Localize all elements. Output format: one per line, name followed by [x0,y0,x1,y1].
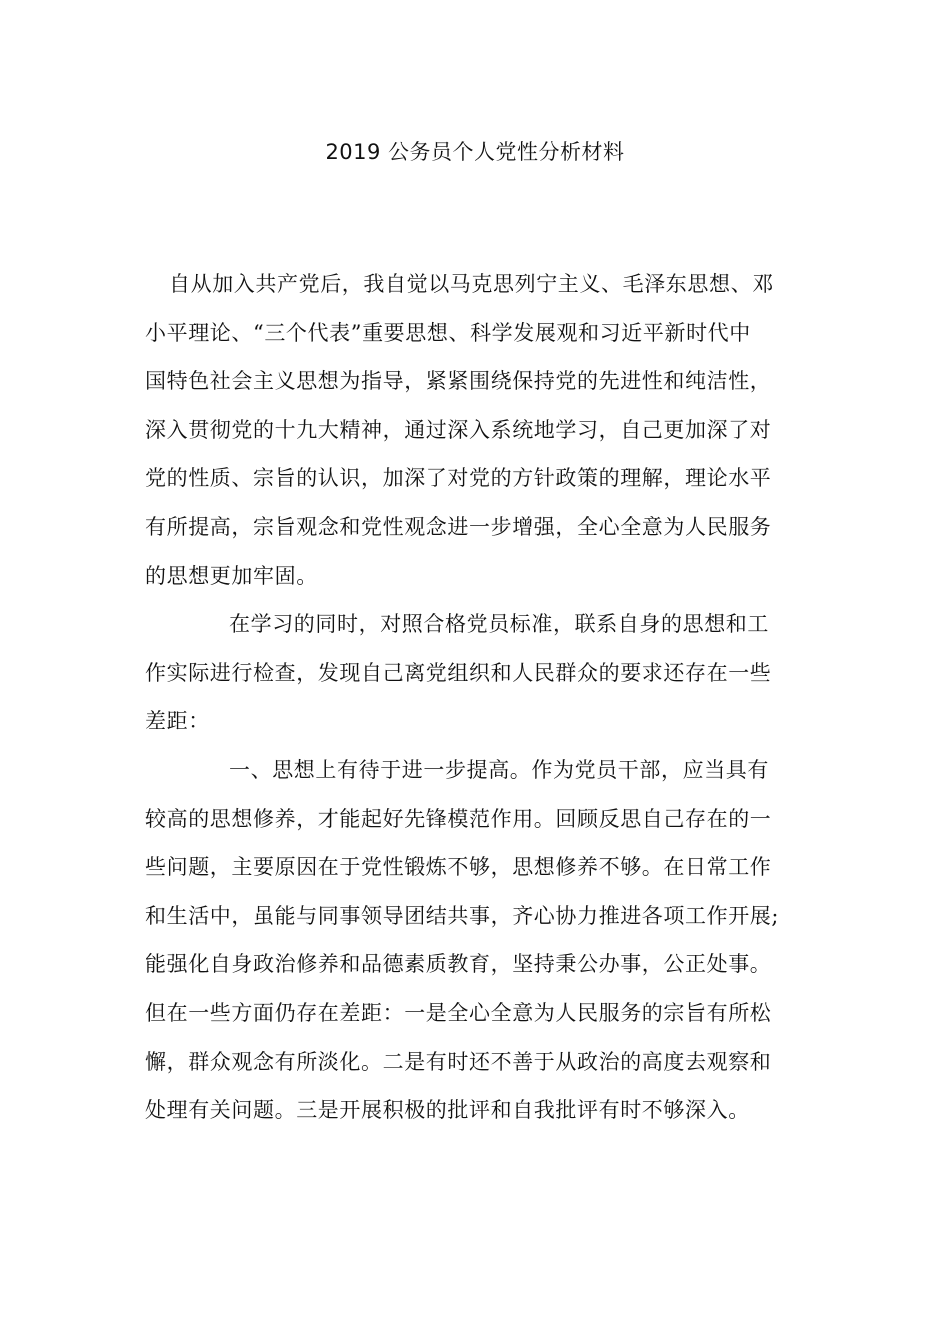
paragraph-1-line-3: 国特色社会主义思想为指导，紧紧围绕保持党的先进性和纯洁性， [145,369,772,394]
paragraph-1-line-7: 的思想更加牢固。 [145,563,318,588]
paragraph-3-line-6: 但在一些方面仍存在差距：一是全心全意为人民服务的宗旨有所松 [145,1000,772,1025]
paragraph-3-line-3: 些问题，主要原因在于党性锻炼不够，思想修养不够。在日常工作 [145,855,772,880]
paragraph-3-line-4: 和生活中，虽能与同事领导团结共事，齐心协力推进各项工作开展; [145,903,780,928]
paragraph-3-line-7: 懈，群众观念有所淡化。二是有时还不善于从政治的高度去观察和 [145,1049,772,1074]
paragraph-1-line-5: 党的性质、宗旨的认识，加深了对党的方针政策的理解，理论水平 [145,466,772,491]
document-body [145,260,795,1135]
paragraph-1-line-4: 深入贯彻党的十九大精神，通过深入系统地学习，自己更加深了对 [145,417,772,442]
paragraph-3-line-8: 处理有关问题。三是开展积极的批评和自我批评有时不够深入。 [145,1098,750,1123]
paragraph-2-line-3: 差距： [145,709,210,734]
document-title: 2019 公务员个人党性分析材料 [325,140,625,164]
paragraph-2-line-2: 作实际进行检查，发现自己离党组织和人民群众的要求还存在一些 [145,660,772,685]
paragraph-2-line-1: 在学习的同时，对照合格党员标准，联系自身的思想和工 [229,612,769,637]
paragraph-1-line-1: 自从加入共产党后，我自觉以马克思列宁主义、毛泽东思想、邓 [169,272,774,296]
paragraph-3-line-1: 一、思想上有待于进一步提高。作为党员干部，应当具有 [229,757,769,782]
paragraph-3-line-5: 能强化自身政治修养和品德素质教育，坚持秉公办事，公正处事。 [145,952,772,977]
paragraph-1-line-6: 有所提高，宗旨观念和党性观念进一步增强，全心全意为人民服务 [145,514,772,539]
paragraph-3-line-2: 较高的思想修养，才能起好先锋模范作用。回顾反思自己存在的一 [145,806,772,831]
paragraph-1-line-2: 小平理论、“三个代表”重要思想、科学发展观和习近平新时代中 [145,320,751,345]
